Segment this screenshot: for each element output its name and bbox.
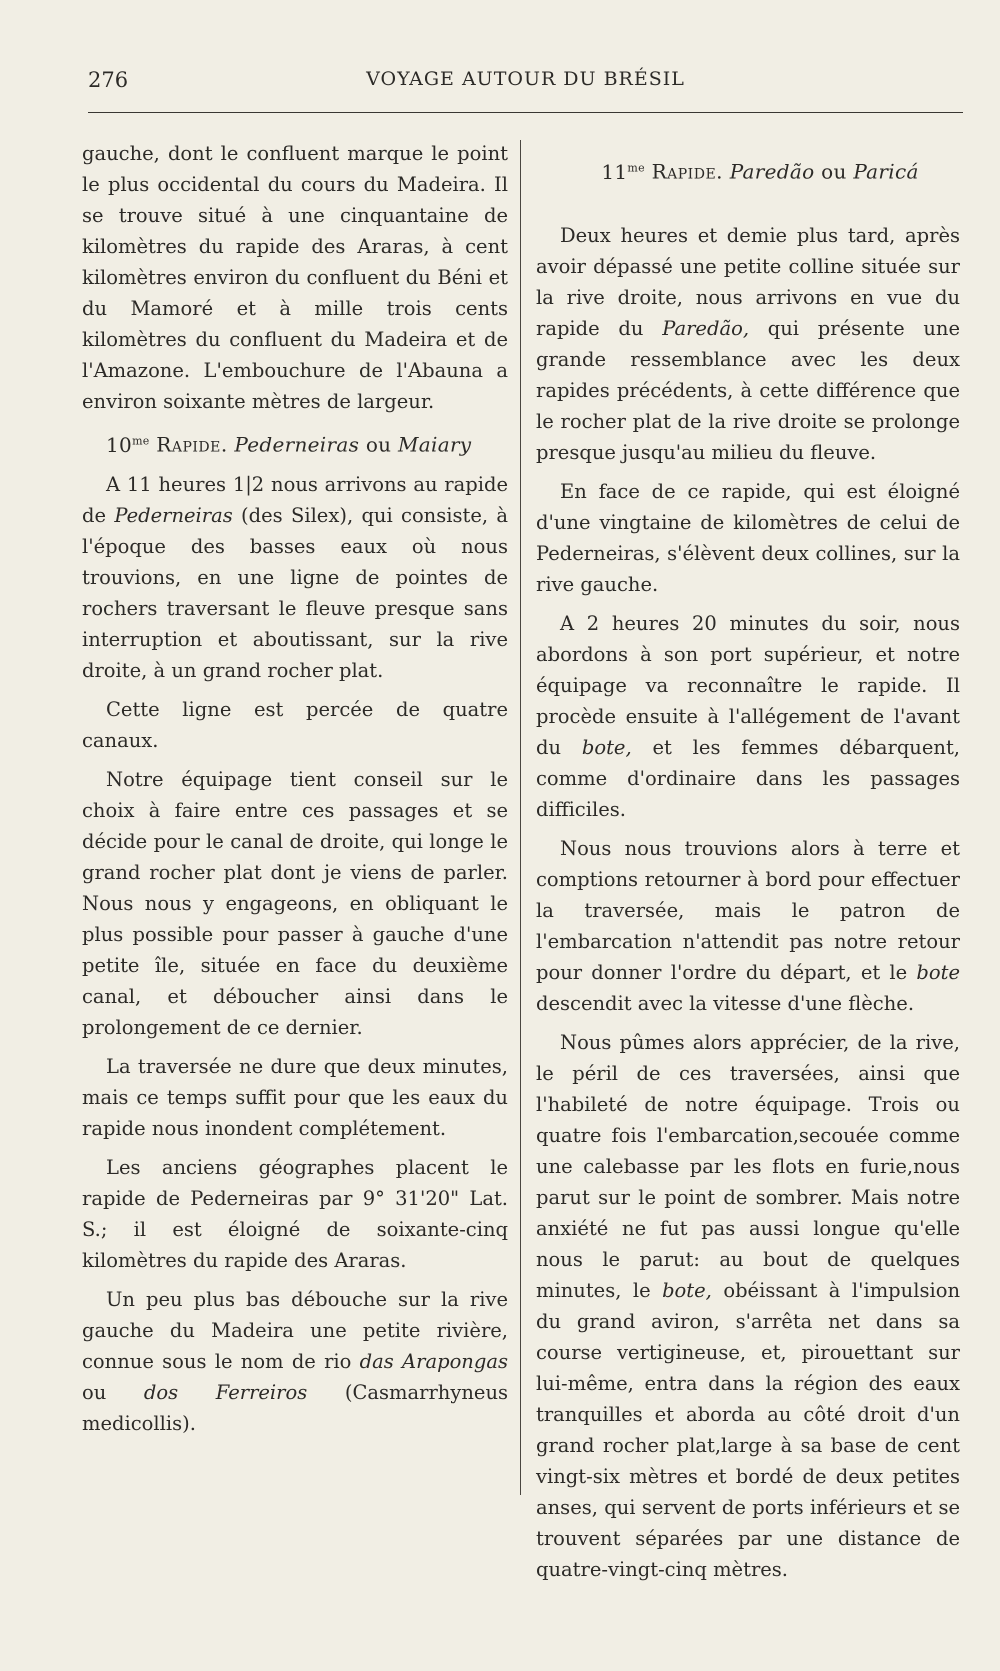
running-title: VOYAGE AUTOUR DU BRÉSIL (366, 68, 685, 90)
paragraph: Nous nous trouvions alors à terre et comptions retourner à bord pour effectuer la traversée, mais le patron de l'embarcation n'attendit pas notre retour pour donner l'ordre du départ, et le bote descendit avec la vitesse d'une flèche. (536, 836, 960, 1015)
left-column (82, 138, 508, 1447)
paragraph: Notre équipage tient conseil sur le choix à faire entre ces passages et se décide pour le canal de droite, qui longe le grand rocher plat dont je viens de parler. Nous nous y engageons, en obliquant le plus possible pour passer à gauche d'une petite île, située en face du deuxième canal, et déboucher ainsi dans le prolongement de ce dernier. (82, 767, 508, 1039)
section-heading-11: $11^{me}$ Rapide. Paredão ou Paricá (601, 159, 919, 184)
page-header (88, 68, 963, 100)
paragraph: Les anciens géographes placent le rapide de Pederneiras par 9° 31'20" Lat. S.; il est éloigné de soixante-cinq kilomètres du rapide des Araras. (82, 1155, 508, 1272)
paragraph: Un peu plus bas débouche sur la rive gauche du Madeira une petite rivière, connue sous le nom de rio das Arapongas ou dos Ferreiros (Casmarrhyneus medicollis). (82, 1287, 509, 1435)
paragraph: En face de ce rapide, qui est éloigné d'une vingtaine de kilomètres de celui de Pederneiras, s'élèvent deux collines, sur la rive gauche. (536, 479, 960, 596)
section-label: Rapide. (156, 432, 228, 457)
paragraph: Cette ligne est percée de quatre canaux. (82, 697, 508, 752)
page-number: 276 (88, 68, 129, 92)
paragraph: La traversée ne dure que deux minutes, mais ce temps suffit pour que les eaux du rapide nous inondent complétement. (82, 1054, 508, 1140)
column-divider (520, 140, 521, 1495)
paragraph: A 2 heures 20 minutes du soir, nous abordons à son port supérieur, et notre équipage va reconnaître le rapide. Il procède ensuite à l'allégement de l'avant du bote, et les femmes débarquent, comme d'ordinaire dans les passages difficiles. (536, 611, 960, 821)
rapid-name: Pederneiras (234, 432, 360, 457)
section-heading-10: $10^{me}$ Rapide. Pederneiras ou Maiary (106, 432, 472, 457)
paragraph-continuation: gauche, dont le confluent marque le point le plus occidental du cours du Madeira. Il se trouve situé à une cinquantaine de kilomètres du rapide des Araras, à cent kilomètres environ du confluent du Béni et du Mamoré et à mille trois cents kilomètres du confluent du Madeira et de l'Amazone. L'embouchure de l'Abauna a environ soixante mètres de largeur. (82, 142, 508, 413)
section-ordinal: $10^{me}$ (106, 432, 150, 457)
paragraph: Nous pûmes alors apprécier, de la rive, le péril de ces traversées, ainsi que l'habileté de notre équipage. Trois ou quatre fois l'embarcation,secouée comme une calebasse par les flots en furie,nous parut sur le point de sombrer. Mais notre anxiété ne fut pas aussi longue qu'elle nous le parut: au bout de quelques minutes, le bote, obéissant à l'impulsion du grand aviron, s'arrêta net dans sa course vertigineuse, et, pirouettant sur lui-même, entra dans la région des eaux tranquilles et aborda au côté droit d'un grand rocher plat,large à sa base de cent vingt-six mètres et bordé de deux petites anses, qui servent de ports inférieurs et se trouvent séparées par une distance de quatre-vingt-cinq mètres. (536, 1030, 960, 1581)
rapid-alt-name: Maiary (398, 432, 472, 457)
paragraph: A 11 heures 1|2 nous arrivons au rapide de Pederneiras (des Silex), qui consiste, à l'époque des basses eaux où nous trouvions, en une ligne de pointes de rochers traversant le fleuve presque sans interruption et aboutissant, sur la rive droite, à un grand rocher plat. (82, 472, 508, 682)
section-label: Rapide. (651, 159, 724, 184)
section-ordinal: $11^{me}$ (601, 159, 645, 184)
rapid-alt-name: Paricá (853, 159, 919, 184)
header-rule (88, 112, 963, 113)
paragraph: Deux heures et demie plus tard, après avoir dépassé une petite colline située sur la rive droite, nous arrivons en vue du rapide du Paredão, qui présente une grande ressemblance avec les deux rapides précédents, à cette différence que le rocher plat de la rive droite se prolonge presque jusqu'au milieu du fleuve. (536, 223, 961, 464)
right-column (536, 138, 960, 1593)
rapid-name: Paredão (729, 159, 815, 184)
